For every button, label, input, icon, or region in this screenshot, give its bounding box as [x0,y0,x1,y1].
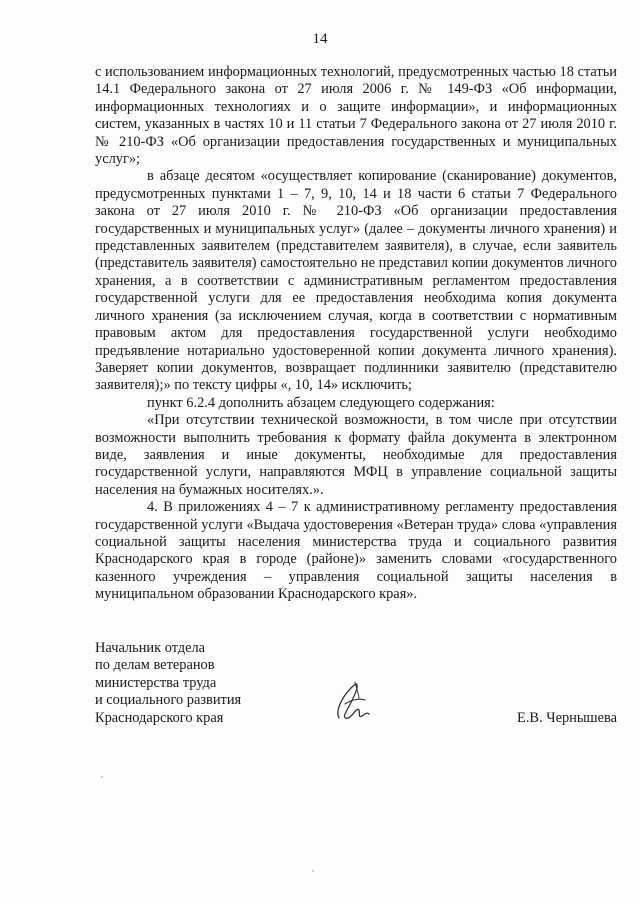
signatory-title-line: по делам ветеранов [95,657,215,674]
signatory-name: Е.В. Чернышева [517,710,617,726]
signatory-title-line: Начальник отдела [95,640,206,656]
signatory-title-line: Краснодарского края [95,709,224,726]
scan-speck [101,776,103,778]
paragraph-3: пункт 6.2.4 дополнить абзацем следующего содержания: [147,394,495,411]
paragraph-2: в абзаце десятом «осуществляет копирование (сканирование) документов, предусмотренных пунктами 1 – 7, 9, 10, 14 и 18 части 6 статьи 7 Федерального закона от 27 июля 2010 г. № 210-ФЗ «Об организации предоставления государственных и муниципальных услуг» (далее – документы личного хранения) и представленных заявителем (представителем заявителя), в случае, если заявитель (представитель заявителя) самостоятельно не представил копии документов личного хранения, а в соответствии с административным регламентом предоставления государственной услуги для ее предоставления необходима копия документа личного хранения (за исключением случая, когда в соответствии с нормативным правовым актом для предоставления государственной услуги необходимо предъявление нотариально удостоверенной копии документа личного хранения). Заверяет копии документов, возвращает подлинники заявителю (представителю заявителя);» по тексту цифры «, 10, 14» исключить; [95,168,617,394]
document-body [95,64,617,604]
signature-block [95,640,617,730]
paragraph-1: с использованием информационных технологий, предусмотренных частью 18 статьи 14.1 Федерального закона от 27 июля 2006 г. № 149-ФЗ «Об информации, информационных технологиях и о защите информации», и информационных систем, указанных в частях 10 и 11 статьи 7 Федерального закона от 27 июля 2010 г. № 210-ФЗ «Об организации предоставления государственных и муниципальных услуг»; [95,64,617,168]
scan-speck [312,870,314,872]
paragraph-4: «При отсутствии технической возможности, в том числе при отсутствии возможности выполнить требования к формату файла документа в электронном виде, заявления и иные документы, необходимые для предоставления государственной услуги, направляются МФЦ в управление социальной защиты населения на бумажных носителях.». [95,412,617,498]
handwritten-signature [325,670,385,730]
page-number: 14 [312,31,328,47]
paragraph-5: 4. В приложениях 4 – 7 к административному регламенту предоставления государственной услуги «Выдача удостоверения «Ветеран труда» слова «управления социальной защиты населения министерства труда и социального развития Краснодарского края в городе (районе)» заменить словами «государственного казенного учреждения – управления социальной защиты населения в муниципальном образовании Краснодарского края». [95,499,617,603]
signatory-title-line: и социального развития [95,692,242,709]
signatory-title [95,640,241,727]
signatory-title-line: министерства труда [95,674,217,691]
